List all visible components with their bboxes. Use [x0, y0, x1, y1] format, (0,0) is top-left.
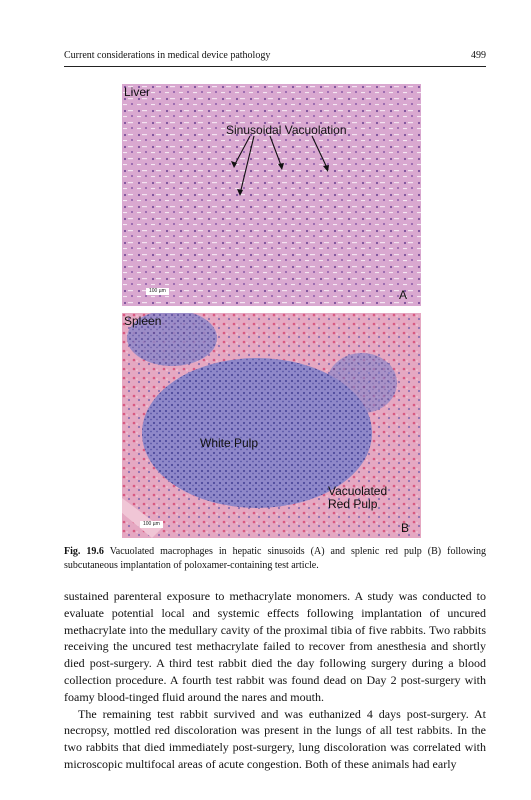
label-spleen: Spleen [124, 314, 162, 328]
paragraph-1: sustained parenteral exposure to methacrylate monomers. A study was conducted to evaluate potential local and systemic effects following implantation of uncured methacrylate into the medullary cavity of the proximal tibia of five rabbits. Two rabbits receiving the uncured test methacrylate failed to recover from anesthesia and shortly died post-surgery. A third test rabbit died the day following surgery during a blood collection procedure. A fourth test rabbit was found dead on Day 2 post-surgery with foamy blood-tinged fluid around the nares and mouth. [64, 589, 486, 704]
panel-letter-a: A [399, 288, 408, 302]
scale-bar-b: 100 µm [140, 521, 163, 528]
body-text [64, 588, 486, 773]
figure-panel-liver [122, 84, 421, 306]
panel-letter-b: B [401, 521, 410, 535]
scale-bar-a: 100 µm [146, 288, 169, 295]
figure-caption [64, 545, 486, 573]
running-title: Current considerations in medical device pathology [64, 50, 271, 61]
running-head [64, 50, 486, 61]
label-vacuolated: Vacuolated [328, 484, 388, 498]
header-rule [64, 66, 486, 67]
caption-label: Fig. 19.6 [64, 546, 104, 557]
label-liver: Liver [124, 85, 151, 99]
label-white-pulp: White Pulp [200, 436, 259, 450]
label-sinusoidal-vacuolation: Sinusoidal Vacuolation [226, 123, 347, 137]
page-number: 499 [471, 50, 486, 61]
figure-panel-spleen [122, 313, 421, 538]
label-red-pulp: Red Pulp [328, 497, 378, 511]
liver-micrograph [122, 84, 421, 306]
caption-text: Vacuolated macrophages in hepatic sinusoids (A) and splenic red pulp (B) following subcutaneous implantation of poloxamer-containing test article. [64, 546, 486, 571]
paragraph-2: The remaining test rabbit survived and was euthanized 4 days post-surgery. At necropsy, mottled red discoloration was present in the lungs of all test rabbits. In the two rabbits that died immediately post-surgery, lung discoloration was correlated with microscopic multifocal areas of acute congestion. Both of these animals had early [64, 706, 486, 771]
